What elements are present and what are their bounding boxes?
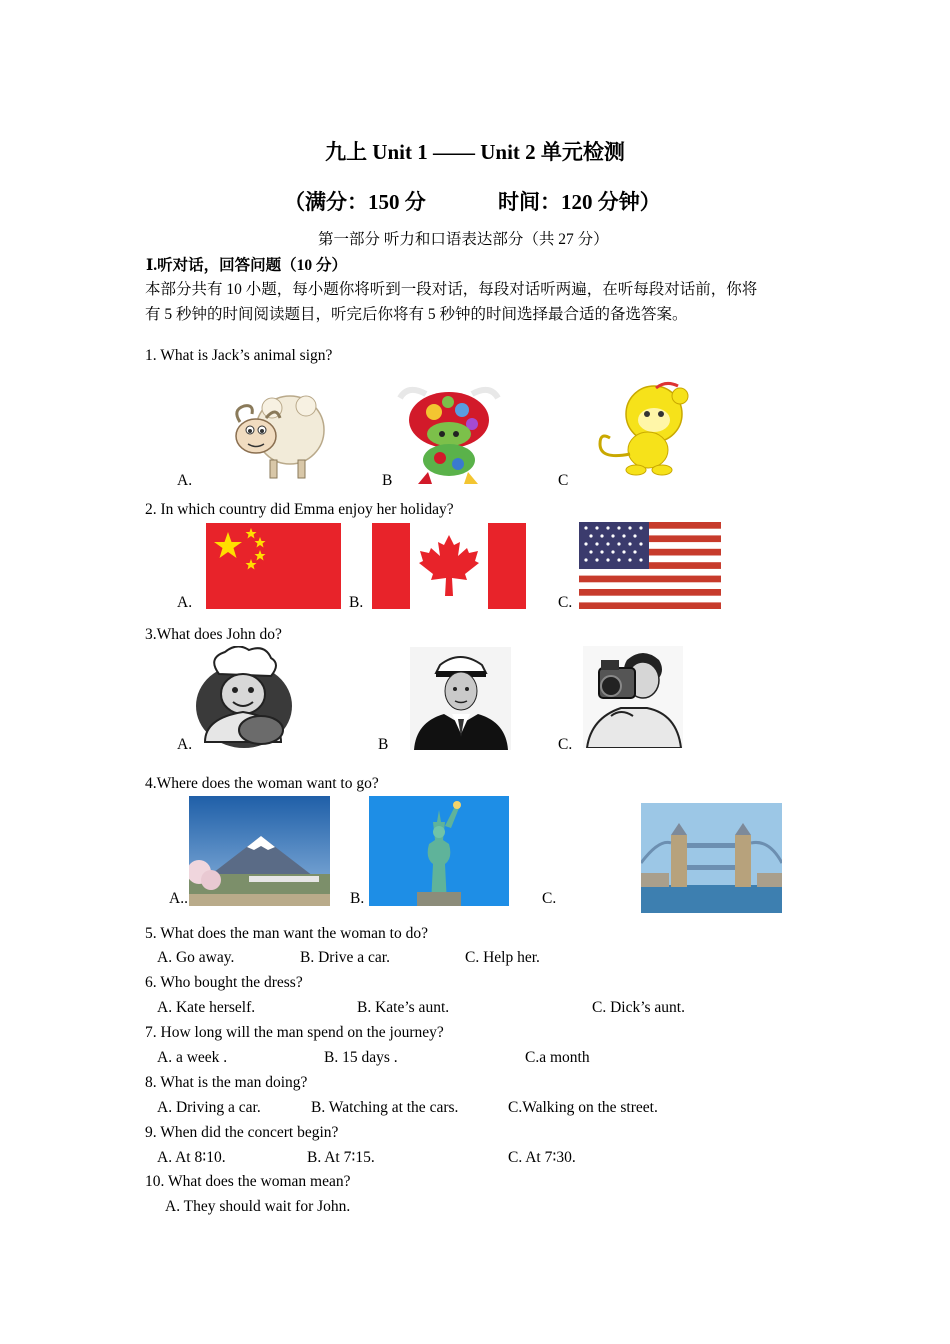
sheep-image xyxy=(226,386,326,482)
question-7: 7. How long will the man spend on the journey? xyxy=(145,1024,444,1041)
q4-option-b-label: B. xyxy=(350,890,365,907)
question-4: 4.Where does the woman want to go? xyxy=(145,775,379,792)
q3-option-b-label: B xyxy=(378,736,389,753)
mount-fuji-image xyxy=(189,796,330,906)
q3-option-a-label: A. xyxy=(177,736,193,753)
captain-image xyxy=(410,647,511,750)
question-6: 6. Who bought the dress? xyxy=(145,974,303,991)
q4-option-c-label: C. xyxy=(542,890,557,907)
section-heading: Ⅰ.听对话，回答问题（10 分） xyxy=(146,257,348,274)
q7-option-a: A. a week . xyxy=(157,1049,228,1066)
china-flag-image xyxy=(206,523,341,609)
instructions-line-1: 本部分共有 10 小题，每小题你将听到一段对话，每段对话听两遍，在听每段对话前，你将 xyxy=(145,281,758,298)
question-10: 10. What does the woman mean? xyxy=(145,1173,351,1190)
q6-option-b: B. Kate’s aunt. xyxy=(357,999,450,1016)
cook-image xyxy=(193,646,295,750)
statue-of-liberty-image xyxy=(369,796,509,906)
q10-option-a: A. They should wait for John. xyxy=(165,1198,351,1215)
question-1: 1. What is Jack’s animal sign? xyxy=(145,347,333,364)
q9-option-a: A. At 8∶10. xyxy=(157,1149,226,1166)
q1-option-c-label: C xyxy=(558,472,569,489)
q4-option-a-label: A.. xyxy=(169,890,188,907)
q7-option-c: C.a month xyxy=(525,1049,590,1066)
q9-option-c: C. At 7∶30. xyxy=(508,1149,576,1166)
q1-option-a-label: A. xyxy=(177,472,193,489)
q6-option-c: C. Dick’s aunt. xyxy=(592,999,685,1016)
full-score: （满分：150 分 xyxy=(284,190,426,214)
q3-option-c-label: C. xyxy=(558,736,573,753)
part-heading: 第一部分 听力和口语表达部分（共 27 分） xyxy=(318,231,609,248)
q5-option-b: B. Drive a car. xyxy=(300,949,390,966)
question-2: 2. In which country did Emma enjoy her holiday? xyxy=(145,501,454,518)
time-limit: 时间：120 分钟） xyxy=(498,190,661,214)
question-9: 9. When did the concert begin? xyxy=(145,1124,339,1141)
q9-option-b: B. At 7∶15. xyxy=(307,1149,375,1166)
q2-option-c-label: C. xyxy=(558,594,573,611)
q1-option-b-label: B xyxy=(382,472,393,489)
question-3: 3.What does John do? xyxy=(145,626,282,643)
monkey-image xyxy=(596,380,700,476)
q2-option-b-label: B. xyxy=(349,594,364,611)
page-title: 九上 Unit 1 —— Unit 2 单元检测 xyxy=(325,140,625,164)
cameraman-image xyxy=(583,646,683,748)
q5-option-a: A. Go away. xyxy=(157,949,235,966)
q5-option-c: C. Help her. xyxy=(465,949,540,966)
ox-image xyxy=(390,384,508,488)
q8-option-b: B. Watching at the cars. xyxy=(311,1099,459,1116)
tower-bridge-image xyxy=(641,803,782,913)
question-8: 8. What is the man doing? xyxy=(145,1074,308,1091)
q7-option-b: B. 15 days . xyxy=(324,1049,398,1066)
question-5: 5. What does the man want the woman to do? xyxy=(145,925,428,942)
q8-option-c: C.Walking on the street. xyxy=(508,1099,658,1116)
q6-option-a: A. Kate herself. xyxy=(157,999,256,1016)
q8-option-a: A. Driving a car. xyxy=(157,1099,261,1116)
usa-flag-image xyxy=(579,522,721,609)
q2-option-a-label: A. xyxy=(177,594,193,611)
canada-flag-image xyxy=(372,523,526,609)
instructions-line-2: 有 5 秒钟的时间阅读题目，听完后你将有 5 秒钟的时间选择最合适的备选答案。 xyxy=(145,306,688,323)
